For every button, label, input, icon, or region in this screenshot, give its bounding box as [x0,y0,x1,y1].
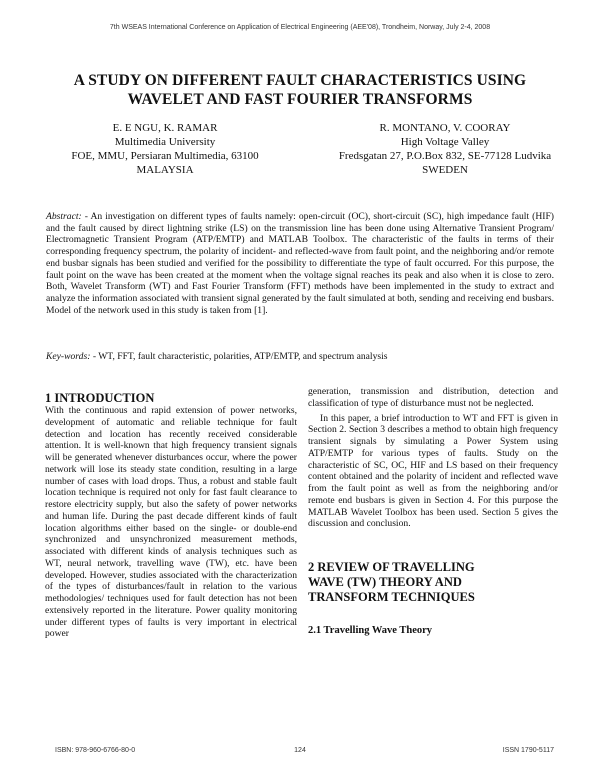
title-line-1: A STUDY ON DIFFERENT FAULT CHARACTERISTICS USING [73,72,527,89]
section-2-heading-line-1: 2 REVIEW OF TRAVELLING [308,560,475,574]
section-2-heading-line-3: TRANSFORM TECHNIQUES [308,590,475,604]
keywords-label: Key-words: [46,351,91,362]
author-country: MALAYSIA [136,164,194,176]
author-block-right [310,121,580,177]
abstract-label: Abstract: [46,211,82,222]
column-left [45,391,297,640]
intro-paragraph-2: In this paper, a brief introduction to WT and FFT is given in Section 2. Section 3 describes a method to obtain high frequency transient signals by simulating a Power System using ATP/EMTP for various types of faults. Study on the characteristic of SC, OC, HIF and LS based on their frequency content obtained and the polarity of incident and reflected wave from the fault point as well as from the neighboring and/or remote end busbars is given in Section 4. For this purpose the MATLAB Wavelet Toolbox has been used. Section 5 gives the discussion and conclusion. [308,412,558,530]
conference-header: 7th WSEAS International Conference on Application of Electrical Engineering (AEE'08), Trondheim, Norway, July 2-4, 2008 [109,24,491,31]
author-address: FOE, MMU, Persiaran Multimedia, 63100 [71,150,259,162]
footer-isbn: ISBN: 978-960-6766-80-0 [55,747,136,754]
section-2-heading-line-2: WAVE (TW) THEORY AND [308,575,462,589]
intro-paragraph-1-continued: generation, transmission and distribution, detection and classification of type of disturbance must not be neglected. [308,386,558,409]
author-names: R. MONTANO, V. COORAY [379,122,511,134]
paper-title [40,71,560,109]
author-affiliation: Multimedia University [114,136,216,148]
column-right [308,386,558,637]
author-country: SWEDEN [422,164,468,176]
keywords [46,351,554,363]
section-1-heading: 1 INTRODUCTION [45,391,155,405]
abstract [46,211,554,316]
keywords-text: - WT, FFT, fault characteristic, polarities, ATP/EMTP, and spectrum analysis [90,351,388,362]
author-block-left [30,121,300,177]
section-2-heading [308,560,558,605]
page-number: 124 [294,747,306,754]
intro-paragraph-1: With the continuous and rapid extension of power networks, development of automatic and reliable technique for fault detection and location has recently received considerable attention. It is well-known that high frequency transient signals will be generated whenever disturbances occur, where the power network will lose its steady state condition, resulting in a large number of cases with load drops. Thus, a robust and stable fault location technique is required not only for fast fault clearance to restore electricity supply, but also the safety of power networks and human life. During the past decade different kinds of fault location algorithms either based on the single- or double-end synchronized and unsynchronized measurement methods, associated with different kinds of analysis techniques such as WT, neural network, travelling wave (TW), etc. have been developed. However, studies associated with the characterization of the types of disturbances/fault in relation to the various methodologies/ techniques used for fault detection has not been extensively reported in the literature. Power quality monitoring under different types of faults is very important in electrical power [45,405,297,640]
author-address: Fredsgatan 27, P.O.Box 832, SE-77128 Ludvika [338,150,552,162]
abstract-text: - An investigation on different types of faults namely: open-circuit (OC), short-circuit (SC), high impedance fault (HIF) and the fault caused by direct lightning strike (LS) on the transmission line has been done using Alternative Transient Program/ Electromagnetic Transient Program (ATP/EMTP) and MATLAB Toolbox. The characteristic of the faults in terms of their corresponding frequency spectrum, the polarity of incident- and reflected-wave from fault point, and the neighboring and/or remote end busbar signals has been studied and verified for the possibility to differentiate the type of fault occurred. For this purpose, the fault point on the wave has been created at the moment when the voltage signal reaches its peak and also when it is close to zero. Both, Wavelet Transform (WT) and Fast Fourier Transform (FFT) methods have been implemented in the study to extract and analyze the information associated with transient signal generated by the fault simulated at both, sending and receiving end busbars. Model of the network used in this study is taken from [1]. [46,211,554,316]
title-line-2: WAVELET AND FAST FOURIER TRANSFORMS [127,91,473,108]
author-affiliation: High Voltage Valley [400,136,490,148]
footer-issn: ISSN 1790-5117 [502,747,554,754]
author-names: E. E NGU, K. RAMAR [112,122,218,134]
subsection-2-1-heading: 2.1 Travelling Wave Theory [308,625,433,636]
